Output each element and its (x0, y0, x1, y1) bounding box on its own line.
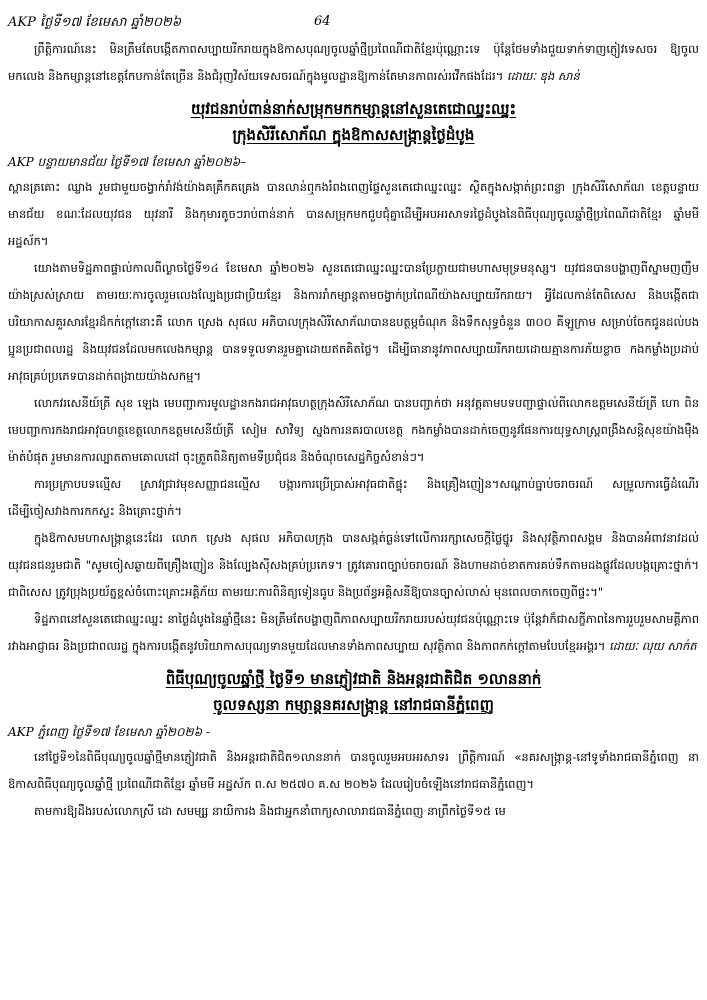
article-1-dateline: AKP បន្ទាយមានជ័យ ថ្ងៃទី១៧ ខែមេសា ឆ្នាំ២០២៦– (8, 155, 247, 169)
article-2-headline-line-2: ចូលទស្សនា កម្សាន្តនគរសង្ក្រាន្ត នៅរាជធានីភ្នំពេញ (213, 696, 494, 714)
article-1-paragraph-5: ក្នុងឱកាសមហាសង្ក្រាន្តនេះដែរ លោក ស្រេង សុផល អភិបាលក្រុង បានសង្កត់ធ្ងន់ទៅលើការរក្សាសេចក្តីថ្លៃថ្នូរ និងសុវត្ថិភាពសង្គម និងបានអំពាវនាវដល់យុវជនជនរួមជាតិ "សូមចៀសឆ្ងាយពីគ្រឿងញៀន និងល្បែងស៊ីសងគ្រប់ប្រភេទ។ ត្រូវគោរពច្បាប់ចរាចរណ៍ និងហាមដាច់ខាតការគប់ទឹកតាមដងផ្លូវដែលបង្កគ្រោះថ្នាក់។ ជាពិសេស ត្រូវប្រុងប្រយ័ត្នខ្ពស់ចំពោះគ្រោះអគ្គិភ័យ តាមរយៈការពិនិត្យទៀនធូប និងប្រព័ន្ធអគ្គិសនីឱ្យបានច្បាស់លាស់ មុនពេលចាកចេញពីផ្ទះ។" (8, 531, 699, 599)
header-date: AKP ថ្ងៃទី១៧ ខែមេសា ឆ្នាំ២០២៦ (8, 15, 182, 30)
intro-text: ព្រឹត្តិការណ៍នេះ មិនត្រឹមតែបង្កើតភាពសប្បាយរីករាយក្នុងឱកាសបុណ្យចូលឆ្នាំថ្មីប្រពៃណីជាតិខ្មែរប៉ុណ្ណោះទេ ប៉ុន្តែថែមទាំងជួយទាក់ទាញភ្ញៀវទេសចរ ឱ្យចូលមកលេង និងកម្សាន្តនៅខេត្តកែបកាន់តែច្រើន និងជំរុញវិស័យទេសចរណ៍ក្នុងមូលដ្ឋានឱ្យកាន់តែមានភាពរស់រវើកផងដែរ។ (8, 42, 699, 83)
intro-byline: ដោយៈ ឌុង សាន់ (506, 69, 580, 83)
article-2-paragraph-1: នៅថ្ងៃទី១នៃពិធីបុណ្យចូលឆ្នាំថ្មីមានភ្ញៀវជាតិ និងអន្តរជាតិជិត១លាននាក់ បានចូលរួមអបអរសាទរ ព្រឹត្តិការណ៍ «នគរសង្ក្រាន្ត-នៅទូទាំងរាជធានីភ្នំពេញ នាឱកាសពិធីបុណ្យចូលឆ្នាំថ្មី ប្រពៃណីជាតិខ្មែរ ឆ្នាំមមី អដ្ឋស័ក ព.ស ២៥៧០ គ.ស ២០២៦ ដែលរៀបចំឡើងនៅរាជធានីភ្នំពេញ។ (8, 750, 699, 791)
article-1-byline: ដោយៈ លុយ សាក់ត (609, 639, 697, 653)
article-1-headline (8, 96, 699, 148)
article-1-paragraph-6 (8, 606, 699, 660)
page-number: 64 (314, 14, 331, 29)
page-header (8, 10, 699, 36)
article-1-paragraph-4: ការប្រក្រាបបទល្មើស ស្រាវជ្រាវមុខសញ្ញាជនល្មើស បង្ការការប្រើប្រាស់អាវុធជាតិផ្ទុះ និងគ្រឿងញៀន។សណ្តាប់ធ្នាប់ចរាចរណ៍ សម្រួលការធ្វើដំណើរ ដើម្បីចៀសវាងការកកស្ទះ និងគ្រោះថ្នាក់។ (8, 477, 699, 518)
article-1-paragraph-1: ស្ពានត្រគោះ ឈ្លាង រួមជាមួយចង្វាក់រាំវង់យ៉ាងគគ្រឹកគគ្រេង បានលាន់ឮកងរំពងពេញផ្ទៃសួនតេជោឈ្នះឈ្នះ ស្ថិតក្នុងសង្កាត់ព្រះពន្លា ក្រុងសិរីសោភ័ណ ខេត្តបន្ទាយមានជ័យ ខណៈដែលយុវជន យុវនារី និងកុមារតូចៗរាប់ពាន់នាក់ បានសម្រុកមកជួបជុំគ្នាដើម្បីអបអរសាទរថ្ងៃដំបូងនៃពិធីបុណ្យចូលឆ្នាំថ្មីប្រពៃណីជាតិខ្មែរ ឆ្នាំមមី អដ្ឋស័ក។ (8, 180, 699, 248)
article-2-paragraph-2: តាមការឱ្យដឹងរបស់លោកស្រី ដោ សមម្ស្ស នាយិការង និងជាអ្នកនាំពាក្យសាលារាជធានីភ្នំពេញ នាព្រឹកថ្ងៃទី១៥ មេ (34, 804, 506, 818)
intro-paragraph (8, 36, 699, 90)
article-1-headline-line-1: យុវជនរាប់ពាន់នាក់សម្រុកមកកម្សាន្តនៅសួនតេជោឈ្នះឈ្នះ (190, 100, 517, 118)
article-1-paragraph-6-text: ទិដ្ឋភាពនៅសួនតេជោឈ្នះឈ្នះ នាថ្ងៃដំបូងនៃឆ្នាំថ្មីនេះ មិនត្រឹមតែបង្ហាញពីភាពសប្បាយរីករាយរបស់យុវជនប៉ុណ្ណោះទេ ប៉ុន្តែវាក៏ជាសក្ខីភាពនៃការរួបរួមសាមគ្គីភាពរវាងអាជ្ញាធរ និងប្រជាពលរដ្ឋ ក្នុងការបង្កើតនូវបរិយាកាសបុណ្យទានមួយដែលមានទាំងភាពសប្បាយ សុវត្ថិភាព និងភាពកក់ក្តៅតាមបែបខ្មែរអង្គរ។ (8, 612, 699, 653)
article-1-headline-line-2: ក្រុងសិរីសោភ័ណ ក្នុងឱកាសសង្ក្រាន្តថ្ងៃដំបូង (232, 126, 475, 144)
article-1-paragraph-2: យោងតាមទិដ្ឋភាពផ្ទាល់កាលពីល្ងាចថ្ងៃទី១៤ ខែមេសា ឆ្នាំ២០២៦ សួនតេជោឈ្នះឈ្នះបានប្រែក្លាយជាមហាសមុទ្រមនុស្ស។ យុវជនបានបង្ហាញពីស្នាមញញឹមយ៉ាងស្រស់ស្រាយ តាមរយៈការចូលរួមលេងល្បែងប្រជាប្រិយខ្មែរ និងការរាំកម្សាន្តតាមចង្វាក់ប្រពៃណីយ៉ាងសប្បាយរីករាយ។ អ្វីដែលកាន់តែពិសេស និងបង្កើតជាបរិយាកាសគួរសារខ្មែរដ៏កក់ក្តៅនោះគឺ លោក ស្រេង សុផល អភិបាលក្រុងសិរីសោភ័ណបានឧបត្ថម្ភចំណុក និងទឹកសុទ្ធចំនួន ៣០០ គីឡូក្រាម សម្រាប់ចែកជូនដល់បងប្អូនប្រជាពលរដ្ឋ និងយុវជនដែលមកលេងកម្សាន្ត បានទទួលទានរួមគ្នាដោយឥតគិតថ្លៃ។ ដើម្បីធានានូវភាពសប្បាយរីករាយដោយគ្មានការភ័យខ្លាច កងកម្លាំងប្រដាប់អាវុធគ្រប់ប្រភេទបានដាក់ពង្រាយយ៉ាងសកម្ម។ (8, 261, 699, 383)
article-1-paragraph-3: លោកវរសេនីយ៍ត្រី សុខ ឡេង មេបញ្ជាការមូលដ្ឋានកងរាជអាវុធហត្ថក្រុងសិរីសោភ័ណ បានបញ្ជាក់ថា អនុវត្តតាមបទបញ្ជាផ្ទាល់ពីលោកឧត្តមសេនីយ៍ត្រី ហោ ពិន មេបញ្ជាការកងរាជអាវុធហត្ថខេត្តលោកឧត្តមសេនីយ៍ត្រី សៀម សាវិទ្យ ស្នងការនគរបាលខេត្ត កងកម្លាំងបានដាក់ចេញនូវផែនការយុទ្ធសាស្ត្រពង្រឹងសន្តិសុខយ៉ាងម៉ឺងម៉ាត់បំផុត រួមមានការល្បាតតាមគោលដៅ ចុះត្រួតពិនិត្យតាមទីប្រជុំជន និងចំណុចសេដ្ឋកិច្ចសំខាន់ៗ។ (8, 396, 699, 464)
article-2-headline-line-1: ពិធីបុណ្យចូលឆ្នាំថ្មី ថ្ងៃទី១ មានភ្ញៀវជាតិ និងអន្តរជាតិជិត ១លាននាក់ (165, 670, 542, 688)
page-content (8, 36, 699, 825)
article-2-dateline: AKP ភ្នំពេញ ថ្ងៃទី១៧ ខែមេសា ឆ្នាំ២០២៦ - (8, 725, 210, 739)
article-2-headline (8, 666, 699, 718)
